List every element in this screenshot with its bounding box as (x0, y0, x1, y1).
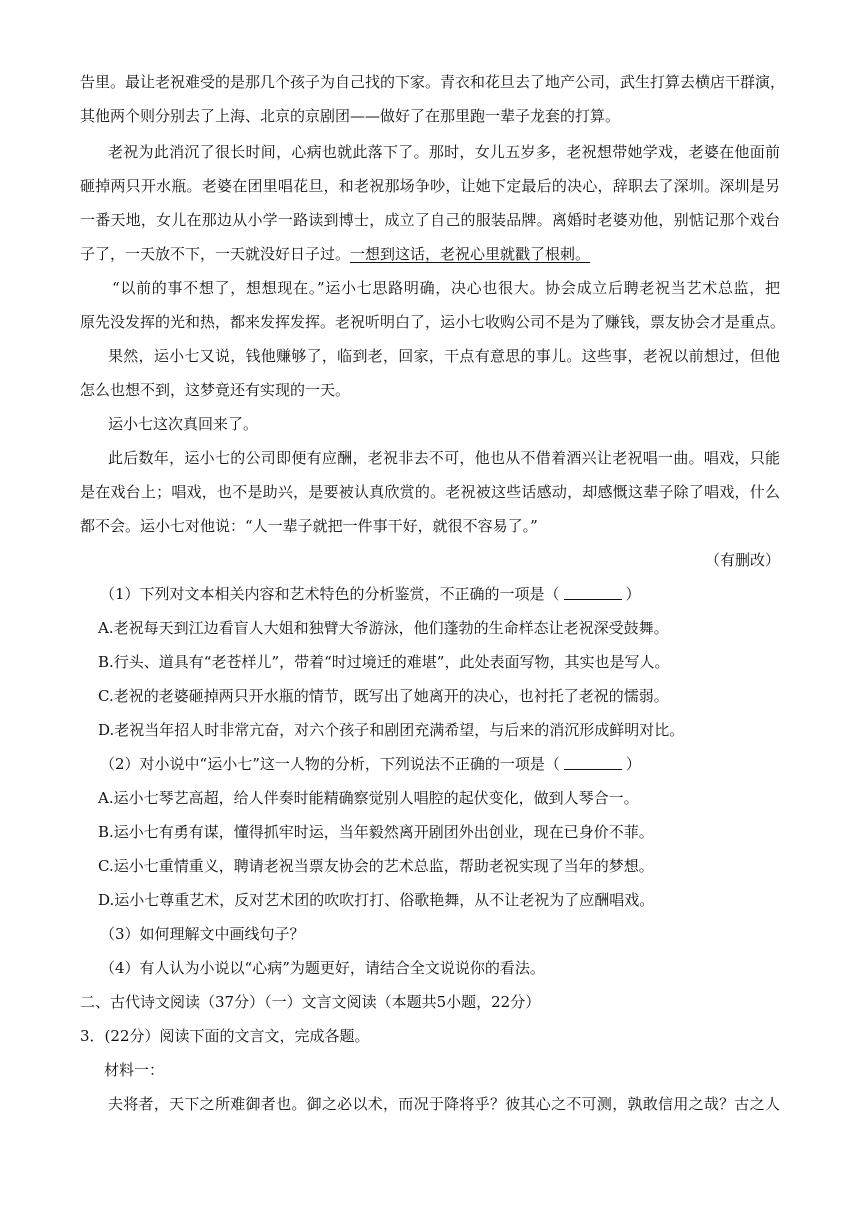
passage-line: 运小七这次真回来了。 (108, 415, 259, 433)
question-stem-text: （1）下列对文本相关内容和艺术特色的分析鉴赏，不正确的一项是（ (100, 585, 560, 603)
passage-line: 怎么也想不到，这梦竟还有实现的一天。 (80, 381, 351, 399)
material-label: 材料一： (104, 1061, 165, 1079)
question-stem-text: ） (625, 585, 641, 603)
passage-line: 老祝为此消沉了很长时间，心病也就此落下了。那时，女儿五岁多，老祝想带她学戏，老婆在他面前 (108, 143, 780, 161)
answer-blank[interactable] (564, 755, 622, 770)
question-2-option-b[interactable]: B.运小七有勇有谋，懂得抓牢时运，当年毅然离开剧团外出创业，现在已身价不菲。 (98, 823, 654, 841)
question-4: （4）有人认为小说以“心病”为题更好，请结合全文说说你的看法。 (100, 959, 545, 977)
question-2-option-c[interactable]: C.运小七重情重义，聘请老祝当票友协会的艺术总监，帮助老祝实现了当年的梦想。 (98, 857, 654, 875)
question-stem-text: （2）对小说中“运小七”这一人物的分析，下列说法不正确的一项是（ (100, 755, 560, 773)
section-item: 3．(22分）阅读下面的文言文，完成各题。 (80, 1027, 370, 1045)
question-2-option-d[interactable]: D.运小七尊重艺术，反对艺术团的吹吹打打、俗歌艳舞，从不让老祝为了应酬唱戏。 (98, 891, 655, 909)
passage-line: 都不会。运小七对他说：“人一辈子就把一件事干好，就很不容易了。” (80, 517, 538, 535)
passage-line: 其他两个则分别去了上海、北京的京剧团——做好了在那里跑一辈子龙套的打算。 (80, 107, 621, 125)
answer-blank[interactable] (564, 585, 622, 600)
passage-line: 原先没发挥的光和热，都来发挥发挥。老祝听明白了，运小七收购公司不是为了赚钱，票友协会才是重点。 (80, 313, 786, 331)
passage-text: 子了，一天放不下，一天就没好日子过。 (80, 245, 351, 263)
question-2-option-a[interactable]: A.运小七琴艺高超，给人伴奏时能精确察觉别人唱腔的起伏变化，做到人琴合一。 (98, 789, 639, 807)
passage-line: 是在戏台上；唱戏，也不是助兴，是要被认真欣赏的。老祝被这些话感动，却感慨这辈子除了唱戏，什么 (80, 483, 780, 501)
question-1-option-a[interactable]: A.老祝每天到江边看盲人大姐和独臂大爷游泳，他们蓬勃的生命样态让老祝深受鼓舞。 (98, 619, 669, 637)
classical-text-line: 夫将者，天下之所难御者也。御之必以术，而况于降将乎？彼其心之不可测，孰敢信用之哉？古之人 (108, 1095, 780, 1113)
passage-line: 一番天地，女儿在那边从小学一路读到博士，成立了自己的服装品牌。离婚时老婆劝他，别惦记那个戏台 (80, 211, 780, 229)
question-stem-text: ） (625, 755, 641, 773)
question-3: （3）如何理解文中画线句子？ (100, 925, 305, 943)
passage-line (80, 244, 780, 264)
question-1-stem (100, 584, 780, 604)
section-heading: 二、古代诗文阅读（37分）（一）文言文阅读（本题共5小题，22分） (80, 993, 541, 1011)
underlined-sentence: 一想到这话，老祝心里就戳了根刺。 (350, 245, 591, 263)
question-1-option-b[interactable]: B.行头、道具有“老苍样儿”，带着“时过境迁的难堪”，此处表面写物，其实也是写人。 (98, 653, 670, 671)
passage-line: 砸掉两只开水瓶。老婆在团里唱花旦，和老祝那场争吵，让她下定最后的决心，辞职去了深圳。深圳是另 (80, 177, 780, 195)
question-1-option-d[interactable]: D.老祝当年招人时非常亢奋，对六个孩子和剧团充满希望，与后来的消沉形成鲜明对比。 (98, 721, 685, 739)
source-note: （有删改） (704, 551, 780, 569)
passage-line: 此后数年，运小七的公司即便有应酬，老祝非去不可，他也从不借着酒兴让老祝唱一曲。唱戏，只能 (108, 449, 780, 467)
question-2-stem (100, 754, 780, 774)
question-1-option-c[interactable]: C.老祝的老婆砸掉两只开水瓶的情节，既写出了她离开的决心，也衬托了老祝的懦弱。 (98, 687, 669, 705)
passage-line: 告里。最让老祝难受的是那几个孩子为自己找的下家。青衣和花旦去了地产公司，武生打算去横店干群演， (80, 73, 786, 91)
passage-line: 果然，运小七又说，钱他赚够了，临到老，回家，干点有意思的事儿。这些事，老祝以前想过，但他 (108, 347, 780, 365)
passage-line: “以前的事不想了，想想现在。”运小七思路明确，决心也很大。协会成立后聘老祝当艺术总监，把 (112, 279, 780, 297)
